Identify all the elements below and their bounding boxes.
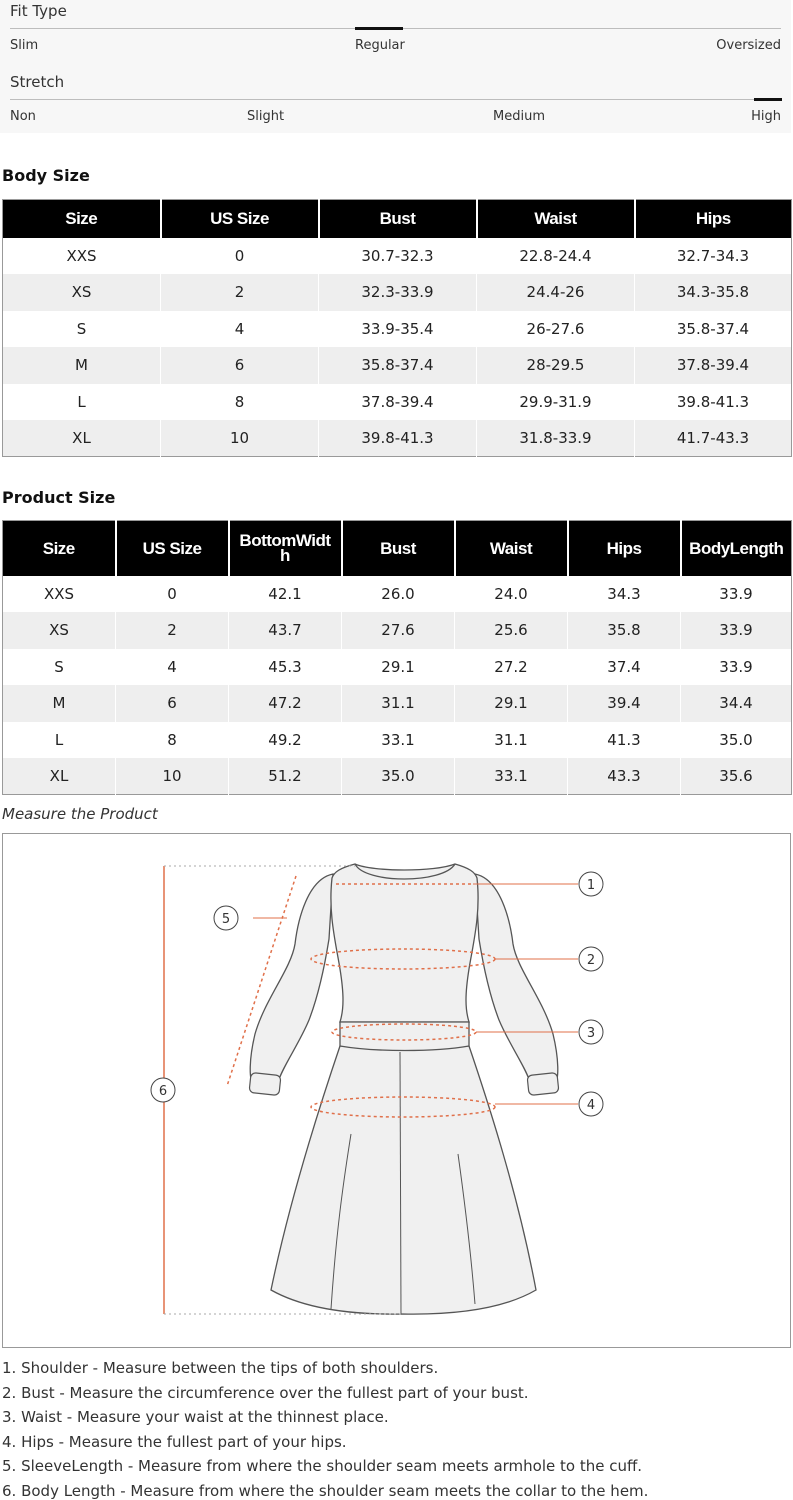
fit-type-title: Fit Type [10, 2, 67, 20]
table-cell: XXS [3, 238, 161, 275]
table-cell: 33.1 [342, 722, 455, 759]
fit-type-label-regular: Regular [355, 38, 405, 53]
table-row [3, 384, 792, 421]
table-cell: 27.6 [342, 612, 455, 649]
body-col-size: Size [3, 200, 161, 238]
table-row [3, 685, 792, 722]
note-bust: 2. Bust - Measure the circumference over the fullest part of your bust. [2, 1383, 529, 1402]
table-cell: 39.8-41.3 [676, 392, 750, 411]
body-col-hips: Hips [635, 200, 792, 238]
table-cell: 26.0 [342, 576, 455, 613]
table-cell: 30.7-32.3 [319, 238, 477, 275]
table-cell: 49.2 [229, 722, 342, 759]
table-cell: 31.1 [342, 685, 455, 722]
table-cell: 34.3 [568, 576, 681, 613]
table-cell: 41.3 [568, 722, 681, 759]
table-cell: 10 [161, 420, 319, 457]
table-cell: 47.2 [229, 685, 342, 722]
body-size-header-row [3, 200, 792, 238]
table-cell: 6 [116, 685, 229, 722]
body-col-bust: Bust [319, 200, 477, 238]
table-cell: 34.4 [681, 685, 792, 722]
dress-bodice [331, 864, 478, 1022]
stretch-label-slight: Slight [247, 109, 285, 124]
table-cell: 33.9 [681, 612, 792, 649]
table-cell: 33.1 [455, 758, 568, 795]
stretch-label-high: High [751, 109, 781, 124]
table-cell: 33.9 [719, 657, 753, 676]
callout-5-label: 5 [221, 912, 231, 927]
callout-1-label: 1 [586, 878, 596, 893]
table-cell: 8 [116, 722, 229, 759]
callout-3-label: 3 [586, 1026, 596, 1041]
table-cell: 24.0 [455, 576, 568, 613]
callout-6 [151, 1078, 175, 1102]
table-cell: M [3, 685, 116, 722]
table-row [3, 311, 792, 348]
table-row [3, 274, 792, 311]
table-cell: 28-29.5 [477, 347, 635, 384]
table-cell: 31.8-33.9 [477, 420, 635, 457]
product-size-heading: Product Size [2, 488, 116, 507]
table-cell: XS [3, 612, 116, 649]
body-col-waist: Waist [477, 200, 635, 238]
table-cell: 29.1 [342, 649, 455, 686]
table-cell: 25.6 [455, 612, 568, 649]
product-col-body-length: BodyLength [681, 521, 792, 576]
stretch-scale-line [10, 99, 781, 100]
table-cell: 35.8-37.4 [319, 347, 477, 384]
table-cell: 6 [161, 347, 319, 384]
stretch-selected-marker [754, 98, 782, 101]
table-cell: 32.3-33.9 [319, 274, 477, 311]
table-row [3, 576, 792, 613]
callout-6-label: 6 [158, 1084, 168, 1099]
note-sleeve-length: 5. SleeveLength - Measure from where the shoulder seam meets armhole to the cuff. [2, 1457, 643, 1475]
table-cell: 37.8-39.4 [319, 384, 477, 421]
note-body-length: 6. Body Length - Measure from where the shoulder seam meets the collar to the hem. [2, 1481, 649, 1500]
table-cell: S [3, 311, 161, 348]
fit-type-label-slim: Slim [10, 38, 39, 53]
callout-2 [579, 947, 603, 971]
dress-measurement-diagram [2, 833, 791, 1348]
note-shoulder: 1. Shoulder - Measure between the tips of both shoulders. [2, 1359, 439, 1377]
fit-type-selected-marker [355, 27, 403, 30]
table-row [3, 722, 792, 759]
table-cell: 43.3 [568, 758, 681, 795]
table-cell: XL [3, 420, 161, 457]
product-col-size: Size [3, 521, 116, 576]
callout-2-label: 2 [586, 953, 596, 968]
table-row [3, 612, 792, 649]
body-col-us-size: US Size [161, 200, 319, 238]
table-cell: 33.9 [719, 584, 753, 603]
left-cuff [249, 1072, 281, 1095]
table-row [3, 238, 792, 275]
table-cell: 39.4 [568, 685, 681, 722]
table-cell: 8 [161, 384, 319, 421]
fit-stretch-panel [0, 0, 791, 133]
callout-3 [579, 1020, 603, 1044]
table-cell: 0 [161, 238, 319, 275]
product-col-hips: Hips [568, 521, 681, 576]
fit-type-label-oversized: Oversized [716, 38, 781, 53]
dress-illustration [3, 834, 792, 1349]
product-col-bottom-width: BottomWidth [229, 521, 342, 576]
stretch-title: Stretch [10, 73, 65, 91]
table-cell: 35.0 [719, 730, 753, 749]
table-cell: 35.8 [568, 612, 681, 649]
table-cell: 35.6 [681, 758, 792, 795]
table-cell: 26-27.6 [477, 311, 635, 348]
stretch-label-non: Non [10, 109, 36, 124]
table-cell: 31.1 [455, 722, 568, 759]
table-row [3, 649, 792, 686]
measure-caption: Measure the Product [2, 805, 158, 823]
table-cell: 42.1 [229, 576, 342, 613]
table-cell: 4 [116, 649, 229, 686]
table-cell: 39.8-41.3 [319, 420, 477, 457]
body-size-heading: Body Size [2, 166, 90, 185]
callout-1 [579, 872, 603, 896]
dress-right-sleeve [475, 874, 558, 1084]
table-cell: 34.3-35.8 [635, 274, 792, 311]
table-cell: 51.2 [229, 758, 342, 795]
note-hips: 4. Hips - Measure the fullest part of your hips. [2, 1432, 347, 1451]
product-size-table [2, 520, 792, 795]
table-cell: 35.0 [342, 758, 455, 795]
product-col-us-size: US Size [116, 521, 229, 576]
callout-4-label: 4 [586, 1098, 596, 1113]
table-cell: 43.7 [229, 612, 342, 649]
table-cell: 4 [161, 311, 319, 348]
measurement-notes [2, 1356, 648, 1500]
table-cell: 29.1 [455, 685, 568, 722]
table-cell: 45.3 [229, 649, 342, 686]
table-row [3, 420, 792, 457]
table-cell: 27.2 [455, 649, 568, 686]
stretch-label-medium: Medium [493, 109, 545, 124]
right-cuff [527, 1072, 559, 1095]
table-cell: 22.8-24.4 [477, 238, 635, 275]
callout-4 [579, 1092, 603, 1116]
table-cell: L [3, 722, 116, 759]
table-row [3, 758, 792, 795]
callout-5 [214, 906, 238, 930]
table-cell: 32.7-34.3 [676, 246, 750, 265]
table-cell: 29.9-31.9 [477, 384, 635, 421]
table-cell: 37.4 [568, 649, 681, 686]
table-row [3, 347, 792, 384]
dress-skirt [271, 1046, 536, 1314]
table-cell: 2 [161, 274, 319, 311]
table-cell: 33.9-35.4 [319, 311, 477, 348]
table-cell: XXS [3, 576, 116, 613]
table-cell: XS [3, 274, 161, 311]
table-cell: 0 [116, 576, 229, 613]
table-cell: L [3, 384, 161, 421]
table-cell: M [3, 347, 161, 384]
table-cell: 2 [116, 612, 229, 649]
product-size-header-row [3, 521, 792, 576]
product-col-bust: Bust [342, 521, 455, 576]
table-cell: 35.8-37.4 [676, 319, 750, 338]
table-cell: S [3, 649, 116, 686]
table-cell: 10 [116, 758, 229, 795]
table-cell: 37.8-39.4 [635, 347, 792, 384]
table-cell: 24.4-26 [477, 274, 635, 311]
product-col-waist: Waist [455, 521, 568, 576]
table-cell: 41.7-43.3 [635, 420, 792, 457]
note-waist: 3. Waist - Measure your waist at the thinnest place. [2, 1408, 389, 1426]
table-cell: XL [3, 758, 116, 795]
body-size-table [2, 199, 792, 457]
